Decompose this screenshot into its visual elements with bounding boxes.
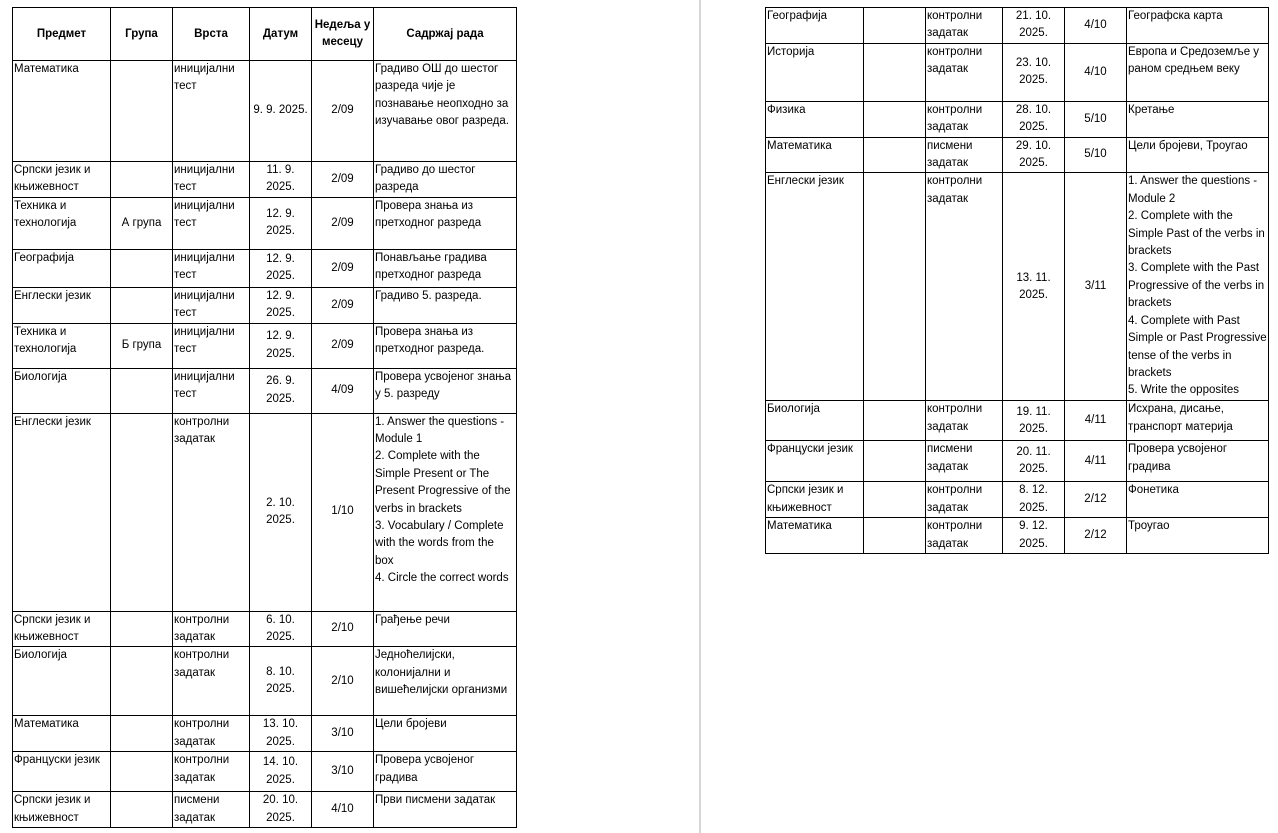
date-cell: 14. 10. 2025. — [250, 752, 312, 792]
group-cell — [864, 43, 926, 101]
date-cell: 13. 10. 2025. — [250, 716, 312, 752]
content-cell: Европа и Средоземље у раном средњем веку — [1127, 43, 1269, 101]
week-cell: 4/11 — [1065, 441, 1127, 482]
table-row — [766, 8, 1269, 44]
content-cell: 1. Answer the questions - Module 1 2. Complete with the Simple Present or The Present Progressive of the verbs in brackets 3. Vocabulary / Complete with the words from the box 4. Circle the correct words — [374, 413, 517, 611]
content-cell: Исхрана, дисање, транспорт материја — [1127, 401, 1269, 441]
content-cell: Провера усвојеног градива — [1127, 441, 1269, 482]
week-cell: 4/09 — [312, 368, 374, 413]
group-cell — [111, 249, 173, 287]
group-cell — [864, 173, 926, 401]
date-cell: 21. 10. 2025. — [1003, 8, 1065, 44]
week-cell: 3/10 — [312, 716, 374, 752]
content-cell: Троугао — [1127, 518, 1269, 554]
table-row — [766, 518, 1269, 554]
date-cell: 9. 12. 2025. — [1003, 518, 1065, 554]
type-cell: контролни задатак — [926, 43, 1003, 101]
subject-cell: Географија — [766, 8, 864, 44]
week-cell: 4/10 — [1065, 43, 1127, 101]
content-cell: Градиво до шестог разреда — [374, 162, 517, 198]
table-row — [13, 611, 517, 647]
content-cell: Понављање градива претходног разреда — [374, 249, 517, 287]
table-row — [766, 441, 1269, 482]
table-row — [13, 368, 517, 413]
content-cell: Провера усвојеног градива — [374, 752, 517, 792]
subject-cell: Енглески језик — [766, 173, 864, 401]
week-cell: 2/10 — [312, 647, 374, 716]
type-cell: писмени задатак — [926, 441, 1003, 482]
group-cell: А група — [111, 197, 173, 249]
table-row — [13, 162, 517, 198]
type-cell: иницијални тест — [173, 323, 250, 368]
content-cell: Провера усвојеног знања у 5. разреду — [374, 368, 517, 413]
group-cell — [111, 716, 173, 752]
subject-cell: Српски језик и књижевност — [13, 611, 111, 647]
week-cell: 4/11 — [1065, 401, 1127, 441]
subject-cell: Математика — [766, 137, 864, 173]
type-cell: иницијални тест — [173, 162, 250, 198]
table-row — [13, 647, 517, 716]
type-cell: писмени задатак — [173, 792, 250, 828]
exam-schedule-table-left — [12, 7, 517, 828]
subject-cell: Француски језик — [766, 441, 864, 482]
table-row — [766, 482, 1269, 518]
date-cell: 6. 10. 2025. — [250, 611, 312, 647]
week-cell: 4/10 — [1065, 8, 1127, 44]
group-cell — [111, 61, 173, 162]
group-cell — [111, 287, 173, 323]
type-cell: иницијални тест — [173, 368, 250, 413]
date-cell: 23. 10. 2025. — [1003, 43, 1065, 101]
date-cell: 8. 10. 2025. — [250, 647, 312, 716]
content-cell: 1. Answer the questions - Module 2 2. Complete with the Simple Past of the verbs in brackets 3. Complete with the Past Progressive of the verbs in brackets 4. Complete with Past Simple or Past Progressive tense of the verbs in brackets 5. Write the opposites — [1127, 173, 1269, 401]
date-cell: 12. 9. 2025. — [250, 249, 312, 287]
subject-cell: Француски језик — [13, 752, 111, 792]
group-cell — [864, 441, 926, 482]
table-row — [766, 137, 1269, 173]
type-cell: контролни задатак — [926, 482, 1003, 518]
week-cell: 5/10 — [1065, 101, 1127, 137]
content-cell: Једноћелијски, колонијални и вишећелијски организми — [374, 647, 517, 716]
week-cell: 2/09 — [312, 197, 374, 249]
table-row — [13, 287, 517, 323]
subject-cell: Математика — [13, 716, 111, 752]
date-cell: 9. 9. 2025. — [250, 61, 312, 162]
content-cell: Географска карта — [1127, 8, 1269, 44]
header-group: Група — [111, 8, 173, 61]
content-cell: Провера знања из претходног разреда — [374, 197, 517, 249]
week-cell: 2/10 — [312, 611, 374, 647]
subject-cell: Српски језик и књижевност — [13, 162, 111, 198]
content-cell: Грађење речи — [374, 611, 517, 647]
header-content: Садржај рада — [374, 8, 517, 61]
content-cell: Кретање — [1127, 101, 1269, 137]
date-cell: 11. 9. 2025. — [250, 162, 312, 198]
subject-cell: Физика — [766, 101, 864, 137]
group-cell — [111, 792, 173, 828]
type-cell: контролни задатак — [173, 413, 250, 611]
week-cell: 2/12 — [1065, 482, 1127, 518]
subject-cell: Енглески језик — [13, 413, 111, 611]
type-cell: контролни задатак — [926, 173, 1003, 401]
week-cell: 2/09 — [312, 287, 374, 323]
group-cell — [864, 518, 926, 554]
group-cell — [111, 368, 173, 413]
content-cell: Градиво ОШ до шестог разреда чије је познавање неопходно за изучавање овог разреда. — [374, 61, 517, 162]
group-cell: Б група — [111, 323, 173, 368]
subject-cell: Биологија — [13, 368, 111, 413]
week-cell: 2/12 — [1065, 518, 1127, 554]
subject-cell: Математика — [766, 518, 864, 554]
week-cell: 5/10 — [1065, 137, 1127, 173]
week-cell: 1/10 — [312, 413, 374, 611]
type-cell: контролни задатак — [173, 611, 250, 647]
exam-schedule-table-right — [765, 7, 1269, 554]
subject-cell: Географија — [13, 249, 111, 287]
date-cell: 28. 10. 2025. — [1003, 101, 1065, 137]
week-cell: 2/09 — [312, 323, 374, 368]
subject-cell: Енглески језик — [13, 287, 111, 323]
type-cell: контролни задатак — [926, 8, 1003, 44]
group-cell — [111, 162, 173, 198]
subject-cell: Српски језик и књижевност — [766, 482, 864, 518]
type-cell: контролни задатак — [926, 401, 1003, 441]
date-cell: 29. 10. 2025. — [1003, 137, 1065, 173]
content-cell: Провера знања из претходног разреда. — [374, 323, 517, 368]
type-cell: контролни задатак — [173, 752, 250, 792]
table-row — [13, 61, 517, 162]
type-cell: контролни задатак — [173, 647, 250, 716]
table-row — [766, 401, 1269, 441]
week-cell: 2/09 — [312, 249, 374, 287]
group-cell — [864, 482, 926, 518]
type-cell: иницијални тест — [173, 197, 250, 249]
subject-cell: Математика — [13, 61, 111, 162]
type-cell: иницијални тест — [173, 61, 250, 162]
table-row — [766, 43, 1269, 101]
header-subject: Предмет — [13, 8, 111, 61]
subject-cell: Техника и технологија — [13, 323, 111, 368]
content-cell: Цели бројеви — [374, 716, 517, 752]
type-cell: контролни задатак — [926, 518, 1003, 554]
content-cell: Први писмени задатак — [374, 792, 517, 828]
date-cell: 12. 9. 2025. — [250, 287, 312, 323]
date-cell: 2. 10. 2025. — [250, 413, 312, 611]
subject-cell: Српски језик и књижевност — [13, 792, 111, 828]
type-cell: писмени задатак — [926, 137, 1003, 173]
week-cell: 2/09 — [312, 61, 374, 162]
group-cell — [864, 137, 926, 173]
date-cell: 13. 11. 2025. — [1003, 173, 1065, 401]
table-row — [13, 197, 517, 249]
date-cell: 20. 10. 2025. — [250, 792, 312, 828]
date-cell: 20. 11. 2025. — [1003, 441, 1065, 482]
subject-cell: Биологија — [766, 401, 864, 441]
subject-cell: Техника и технологија — [13, 197, 111, 249]
table-row — [13, 752, 517, 792]
header-type: Врста — [173, 8, 250, 61]
group-cell — [111, 752, 173, 792]
subject-cell: Биологија — [13, 647, 111, 716]
week-cell: 2/09 — [312, 162, 374, 198]
group-cell — [111, 413, 173, 611]
content-cell: Фонетика — [1127, 482, 1269, 518]
table-header-row — [13, 8, 517, 61]
header-date: Датум — [250, 8, 312, 61]
type-cell: иницијални тест — [173, 249, 250, 287]
table-row — [13, 249, 517, 287]
group-cell — [864, 8, 926, 44]
table-row — [766, 101, 1269, 137]
table-row — [13, 792, 517, 828]
date-cell: 8. 12. 2025. — [1003, 482, 1065, 518]
table-row — [766, 173, 1269, 401]
date-cell: 12. 9. 2025. — [250, 323, 312, 368]
date-cell: 12. 9. 2025. — [250, 197, 312, 249]
subject-cell: Историја — [766, 43, 864, 101]
date-cell: 19. 11. 2025. — [1003, 401, 1065, 441]
week-cell: 3/10 — [312, 752, 374, 792]
content-cell: Цели бројеви, Троугао — [1127, 137, 1269, 173]
table-row — [13, 716, 517, 752]
group-cell — [111, 647, 173, 716]
group-cell — [864, 401, 926, 441]
week-cell: 4/10 — [312, 792, 374, 828]
header-week: Недеља у месецу — [312, 8, 374, 61]
type-cell: контролни задатак — [926, 101, 1003, 137]
table-row — [13, 413, 517, 611]
type-cell: иницијални тест — [173, 287, 250, 323]
group-cell — [111, 611, 173, 647]
group-cell — [864, 101, 926, 137]
week-cell: 3/11 — [1065, 173, 1127, 401]
content-cell: Градиво 5. разреда. — [374, 287, 517, 323]
table-row — [13, 323, 517, 368]
type-cell: контролни задатак — [173, 716, 250, 752]
date-cell: 26. 9. 2025. — [250, 368, 312, 413]
